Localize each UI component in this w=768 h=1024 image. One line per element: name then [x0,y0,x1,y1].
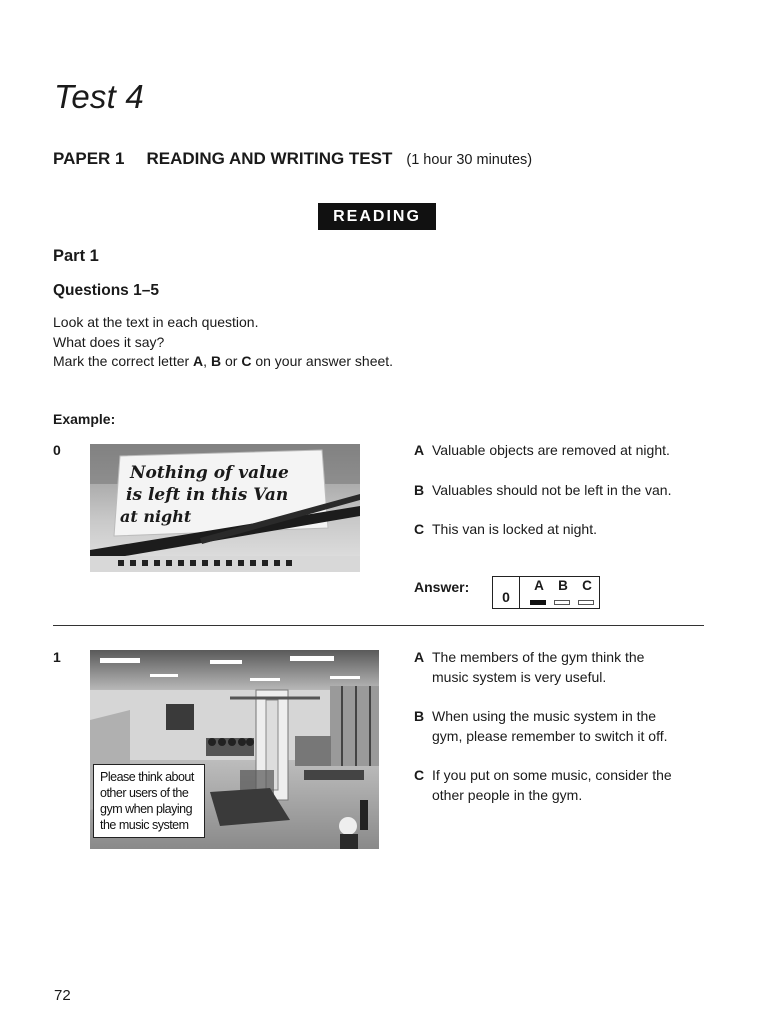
question-1-option-b: B When using the music system in the gym, please remember to switch it off. [414,708,668,744]
question-1-option-c: C If you put on some music, consider the other people in the gym. [414,767,672,803]
paper-duration: (1 hour 30 minutes) [406,152,533,168]
gym-notice: Please think about other users of the gym when playing the music system [93,764,205,838]
instruction-line-3: Mark the correct letter A, B or C on your answer sheet. [53,353,394,369]
questions-title: Questions 1–5 [53,282,159,299]
instructions [53,313,393,372]
answer-grid [492,576,600,609]
test-title: Test 4 [54,78,144,115]
page-number: 72 [54,987,71,1004]
instruction-line-2: What does it say? [53,333,165,350]
example-option-b: B Valuables should not be left in the van. [414,482,672,498]
example-sign-photo [90,444,360,572]
answer-label: Answer: [414,579,470,595]
example-option-c: C This van is locked at night. [414,521,597,537]
answer-mark-a [530,600,546,605]
example-label: Example: [53,411,116,427]
instruction-line-1: Look at the text in each question. [53,314,259,330]
sign-line-3: at night [120,507,192,526]
section-divider [53,625,704,626]
paper-label: PAPER 1 [53,149,125,168]
part-title: Part 1 [53,247,99,265]
paper-heading [53,149,532,169]
example-option-a: A Valuable objects are removed at night. [414,442,670,458]
section-banner: READING [318,203,436,230]
paper-name: READING AND WRITING TEST [146,149,393,168]
question-1-option-a: A The members of the gym think the music system is very useful. [414,649,645,685]
answer-mark-c [578,600,594,605]
sign-line-1: Nothing of value [130,463,289,483]
example-number: 0 [53,442,61,458]
answer-letters: A B C [534,578,592,593]
sign-line-2: is left in this Van [126,485,289,505]
answer-number: 0 [493,577,520,608]
gym-photo [90,650,379,849]
answer-mark-b [554,600,570,605]
question-1-number: 1 [53,649,61,665]
